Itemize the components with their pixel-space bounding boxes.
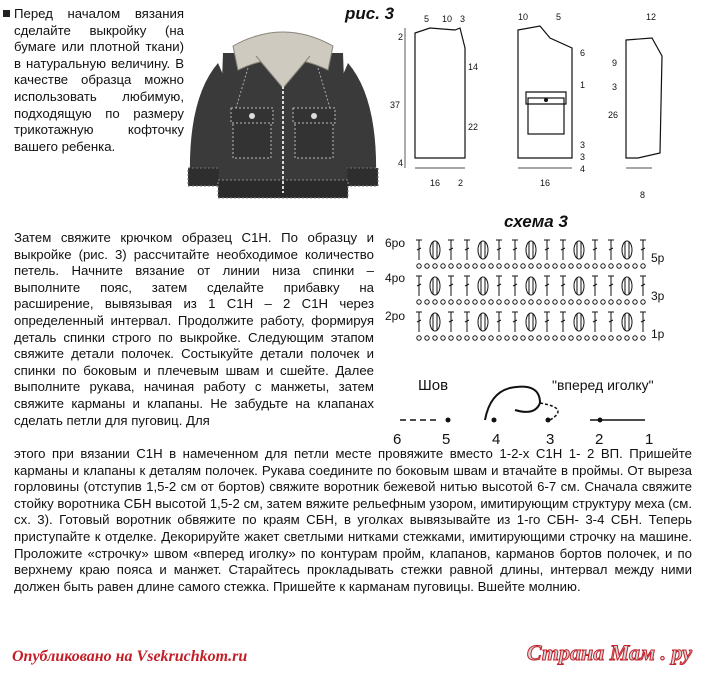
jacket-illustration	[188, 32, 378, 198]
stitch-number-1: 1	[645, 431, 654, 448]
bobble-stitch	[430, 241, 440, 259]
row-label-2: 2ро	[385, 309, 406, 323]
chain-stitch	[641, 300, 645, 304]
chain-stitch	[441, 264, 445, 268]
back-dim-bottom-2: 2	[458, 178, 464, 188]
stitch-subtitle: "вперед иголку"	[552, 377, 654, 393]
chain-stitch	[441, 336, 445, 340]
chain-stitch	[457, 300, 461, 304]
chain-stitch	[433, 300, 437, 304]
back-dim-right-22: 22	[468, 122, 479, 132]
chain-stitch	[529, 300, 533, 304]
chain-stitch	[633, 300, 637, 304]
chain-stitch	[505, 336, 509, 340]
chain-stitch	[577, 336, 581, 340]
bobble-stitch	[478, 313, 488, 331]
bullet-marker	[3, 10, 10, 17]
chain-stitch	[569, 300, 573, 304]
chain-stitch	[481, 300, 485, 304]
chain-stitch	[497, 336, 501, 340]
bottom-text: этого при вязании С1Н в намеченном для петли месте провяжите вместо 1-2-х С1Н 1- 2 ВП. Пришейте карманы и клапаны к деталям полочек. Рукава соедините по боковым швам и втачайте в проймы. От выреза горловины (отступив 1,5-2 см от бортов) свяжите воротник бежевой нитью высотой 6-7 см. Сначала свяжите стойку воротника СБН высотой 1,5-2 см, затем вяжите рельефным узором, имитирующим структуру меха (см. сх. 3). Готовый воротник обвяжите по краям СБН, в уголках вывязывайте из 1-го СБН- 3-4 СБН. Теперь приступайте к отделке. Декорируйте жакет светлыми нитками стежками, имитирующими строчку на машине. Проложите «строчку» швом «вперед иголку» по контурам пройм, клапанов, карманов бортов полочек, и по верхнему краю пояса и манжет. Старайтесь прокладывать стежки равной длины, интервал между ними должен быть равен длине самого стежка. Пришейте к карманам пуговицы. Вшейте молнию.	[14, 446, 692, 594]
row-label-4: 4ро	[385, 271, 406, 285]
sleeve-dim-left-26: 26	[608, 110, 619, 120]
front-dim-bottom-16: 16	[540, 178, 551, 188]
chain-stitch	[601, 300, 605, 304]
chain-stitch	[633, 336, 637, 340]
stitch-number-5: 5	[442, 431, 451, 448]
row-labels-right	[651, 251, 665, 341]
chain-stitch	[505, 300, 509, 304]
front-dim-right-3a: 3	[580, 140, 586, 150]
chain-stitch	[561, 264, 565, 268]
bobble-stitch	[526, 241, 536, 259]
jacket-photo	[178, 8, 388, 220]
sleeve-dim-bottom-8: 8	[640, 190, 646, 200]
front-dim-right-6: 6	[580, 48, 586, 58]
chain-stitch	[553, 300, 557, 304]
chain-stitch	[489, 300, 493, 304]
chain-stitch	[441, 300, 445, 304]
chain-stitch	[505, 264, 509, 268]
back-pattern	[405, 28, 465, 168]
chain-stitch	[569, 336, 573, 340]
sleeve-dim-top-12: 12	[646, 12, 657, 22]
bobble-stitch	[430, 277, 440, 295]
chain-stitch	[553, 264, 557, 268]
chain-stitch	[465, 300, 469, 304]
chain-stitch	[433, 336, 437, 340]
back-dim-top-1: 5	[424, 14, 430, 24]
front-dim-right-4: 4	[580, 164, 586, 174]
chain-stitch	[449, 264, 453, 268]
chain-stitch	[617, 264, 621, 268]
stitch-number-4: 4	[492, 431, 501, 448]
chain-stitch	[561, 336, 565, 340]
chain-stitch	[529, 264, 533, 268]
chain-stitch	[521, 336, 525, 340]
chain-stitch	[489, 264, 493, 268]
chain-stitch	[601, 336, 605, 340]
front-dim-right-1: 1	[580, 80, 586, 90]
stitch-title: Шов	[418, 377, 449, 394]
bobble-stitch	[622, 277, 632, 295]
chain-stitch	[537, 300, 541, 304]
chain-stitch	[449, 300, 453, 304]
chain-stitch	[625, 336, 629, 340]
watermark-logo: Страна Мам . ру	[526, 640, 692, 665]
chain-stitch	[641, 336, 645, 340]
chain-stitch	[569, 264, 573, 268]
chain-stitch	[521, 264, 525, 268]
chain-stitch	[481, 264, 485, 268]
chain-stitch	[545, 300, 549, 304]
chain-stitch	[585, 336, 589, 340]
chain-stitch	[561, 300, 565, 304]
sleeve-pattern	[626, 38, 662, 168]
figure-label: рис. 3	[345, 4, 395, 23]
chain-stitch	[489, 336, 493, 340]
back-dim-left-2: 2	[398, 32, 404, 42]
chain-stitch	[513, 300, 517, 304]
chain-stitch	[601, 264, 605, 268]
bobble-stitch	[574, 241, 584, 259]
chain-stitch	[545, 336, 549, 340]
chain-stitch	[593, 336, 597, 340]
chain-stitch	[577, 300, 581, 304]
chain-stitch	[497, 264, 501, 268]
bobble-stitch	[574, 313, 584, 331]
bobble-stitch	[574, 277, 584, 295]
intro-text: Перед началом вязания сделайте выкройку (на бумаге или плотной ткани) в натуральную величину. В качестве образца можно использовать любимую, подходящую по размеру трикотажную кофточку вашего ребенка.	[14, 6, 184, 154]
front-pattern	[518, 26, 572, 168]
row-label-3: 3р	[651, 289, 665, 303]
chain-stitch	[593, 264, 597, 268]
front-dim-right-3b: 3	[580, 152, 586, 162]
sleeve-dim-left-3: 3	[612, 82, 618, 92]
stitch-number-6: 6	[393, 431, 402, 448]
chain-stitch	[417, 300, 421, 304]
bobble-stitch	[478, 277, 488, 295]
chain-stitch	[481, 336, 485, 340]
bobble-stitch	[478, 241, 488, 259]
chain-stitch	[433, 264, 437, 268]
row-label-5: 5р	[651, 251, 665, 265]
chain-stitch	[449, 336, 453, 340]
chain-stitch	[465, 264, 469, 268]
chain-stitch	[537, 336, 541, 340]
stitch-points	[446, 418, 603, 423]
back-dim-left-37: 37	[390, 100, 401, 110]
chain-stitch	[609, 300, 613, 304]
front-dim-top-10: 10	[518, 12, 529, 22]
stitch-number-2: 2	[595, 431, 604, 448]
front-dim-top-5: 5	[556, 12, 562, 22]
chain-stitch	[625, 264, 629, 268]
chain-stitch	[473, 300, 477, 304]
chain-stitch	[617, 336, 621, 340]
chain-stitch	[497, 300, 501, 304]
chain-stitch	[521, 300, 525, 304]
chain-stitch	[465, 336, 469, 340]
chain-stitch	[513, 264, 517, 268]
bobble-stitch	[622, 241, 632, 259]
chain-stitch	[641, 264, 645, 268]
chain-stitch	[425, 264, 429, 268]
chain-stitch	[513, 336, 517, 340]
chain-stitch	[425, 300, 429, 304]
chain-stitch	[417, 264, 421, 268]
chain-stitch	[457, 336, 461, 340]
chain-stitch	[545, 264, 549, 268]
row-label-6: 6ро	[385, 236, 406, 250]
chain-stitch	[585, 300, 589, 304]
chain-stitch	[617, 300, 621, 304]
scheme-label: схема 3	[504, 212, 568, 231]
main-text: Затем свяжите крючком образец С1Н. По образцу и выкройке (рис. 3) рассчитайте необходимое количество петель. Начните вязание от линии низа спинки – выполните пояс, затем сделайте прибавку на расширение, вывязывая из 1 С1Н – 2 С1Н через определенный интервал. Продолжите работу, формируя деталь спинки строго по выкройке. Следующим этапом свяжите детали полочек. Состыкуйте детали полочек и спинки по боковым и плечевым швам и сшейте. Далее выполните рукава, начиная работу с манжеты, затем свяжите карманы и клапаны. Не забудьте на клапанах сделать петли для пуговиц. Для	[14, 230, 374, 428]
stitch-diagram	[390, 368, 690, 448]
back-dim-right-14: 14	[468, 62, 479, 72]
crochet-chart	[385, 232, 680, 354]
chain-stitch	[473, 336, 477, 340]
pattern-drafts	[390, 8, 700, 208]
back-dim-top-3: 3	[460, 14, 466, 24]
chain-stitch	[457, 264, 461, 268]
back-dim-bottom-16: 16	[430, 178, 441, 188]
chain-stitch	[553, 336, 557, 340]
chain-stitch	[425, 336, 429, 340]
published-link[interactable]: Опубликовано на Vsekruchkom.ru	[12, 648, 248, 665]
sleeve-dim-left-9: 9	[612, 58, 618, 68]
bobble-stitch	[526, 313, 536, 331]
back-dim-top-2: 10	[442, 14, 453, 24]
back-dim-left-4: 4	[398, 158, 404, 168]
stitch-number-3: 3	[546, 431, 555, 448]
chain-stitch	[625, 300, 629, 304]
chain-stitch	[577, 264, 581, 268]
chain-stitch	[633, 264, 637, 268]
row-labels-left	[385, 236, 405, 323]
chain-stitch	[593, 300, 597, 304]
bobble-stitch	[430, 313, 440, 331]
row-label-1: 1р	[651, 327, 665, 341]
bobble-stitch	[526, 277, 536, 295]
chain-stitch	[609, 264, 613, 268]
chain-stitch	[537, 264, 541, 268]
bobble-stitch	[622, 313, 632, 331]
chain-stitch	[529, 336, 533, 340]
chain-stitch	[585, 264, 589, 268]
chain-stitch	[417, 336, 421, 340]
chart-symbols	[416, 240, 646, 340]
chain-stitch	[609, 336, 613, 340]
chain-stitch	[473, 264, 477, 268]
